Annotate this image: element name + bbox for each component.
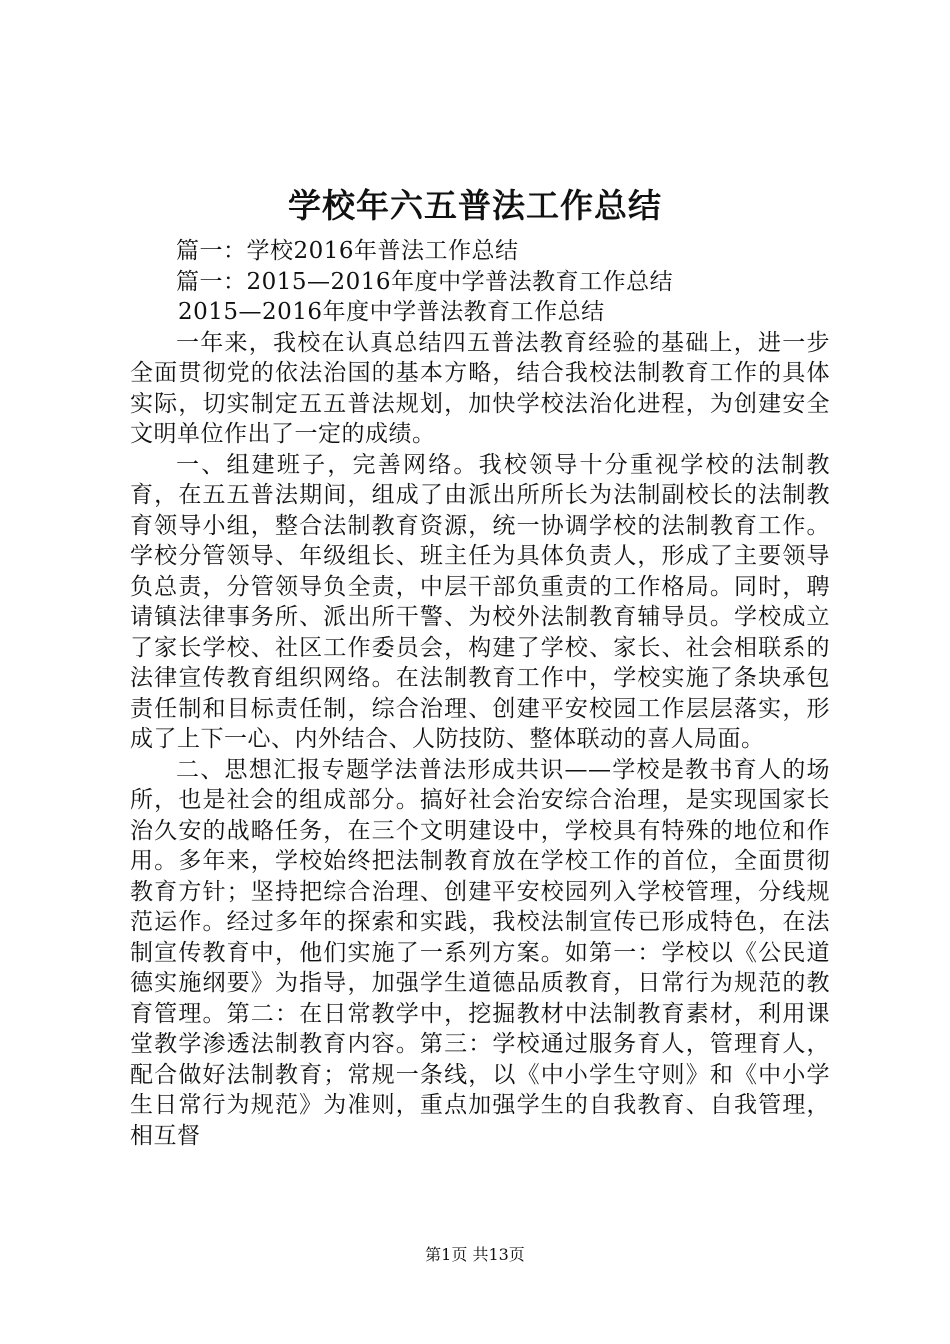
heading-article-one-subtitle: 篇一：2015—2016年度中学普法教育工作总结 (176, 268, 674, 295)
paragraph-intro: 一年来，我校在认真总结四五普法教育经验的基础上，进一步全面贯彻党的依法治国的基本方略，结合我校法制教育工作的具体实际，切实制定五五普法规划，加快学校法治化进程，为创建安全文明单位作出了一定的成绩。 (130, 329, 830, 447)
heading-article-one: 篇一：学校2016年普法工作总结 (176, 238, 519, 264)
document-title: 学校年六五普法工作总结 (288, 186, 662, 225)
page-footer: 第1页 共13页 (425, 1245, 525, 1264)
heading-report-title: 2015—2016年度中学普法教育工作总结 (178, 299, 605, 325)
paragraph-section-two: 二、思想汇报专题学法普法形成共识——学校是教书育人的场所，也是社会的组成部分。搞好社会治安综合治理，是实现国家长治久安的战略任务，在三个文明建设中，学校具有特殊的地位和作用。多年来，学校始终把法制教育放在学校工作的首位，全面贯彻教育方针；坚持把综合治理、创建平安校园列入学校管理，分线规范运作。经过多年的探索和实践，我校法制宣传已形成特色，在法制宣传教育中，他们实施了一系列方案。如第一：学校以《公民道德实施纲要》为指导，加强学生道德品质教育，日常行为规范的教育管理。第二：在日常教学中，挖掘教材中法制教育素材，利用课堂教学渗透法制教育内容。第三：学校通过服务育人，管理育人，配合做好法制教育；常规一条线，以《中小学生守则》和《中小学生日常行为规范》为准则，重点加强学生的自我教育、自我管理，相互督 (130, 756, 830, 1149)
paragraph-section-one: 一、组建班子，完善网络。我校领导十分重视学校的法制教育，在五五普法期间，组成了由派出所所长为法制副校长的法制教育领导小组，整合法制教育资源，统一协调学校的法制教育工作。学校分管领导、年级组长、班主任为具体负责人，形成了主要领导负总责，分管领导负全责，中层干部负重责的工作格局。同时，聘请镇法律事务所、派出所干警、为校外法制教育辅导员。学校成立了家长学校、社区工作委员会，构建了学校、家长、社会相联系的法律宣传教育组织网络。在法制教育工作中，学校实施了条块承包责任制和目标责任制，综合治理、创建平安校园工作层层落实，形成了上下一心、内外结合、人防技防、整体联动的喜人局面。 (130, 451, 830, 752)
document-body (130, 236, 830, 1151)
